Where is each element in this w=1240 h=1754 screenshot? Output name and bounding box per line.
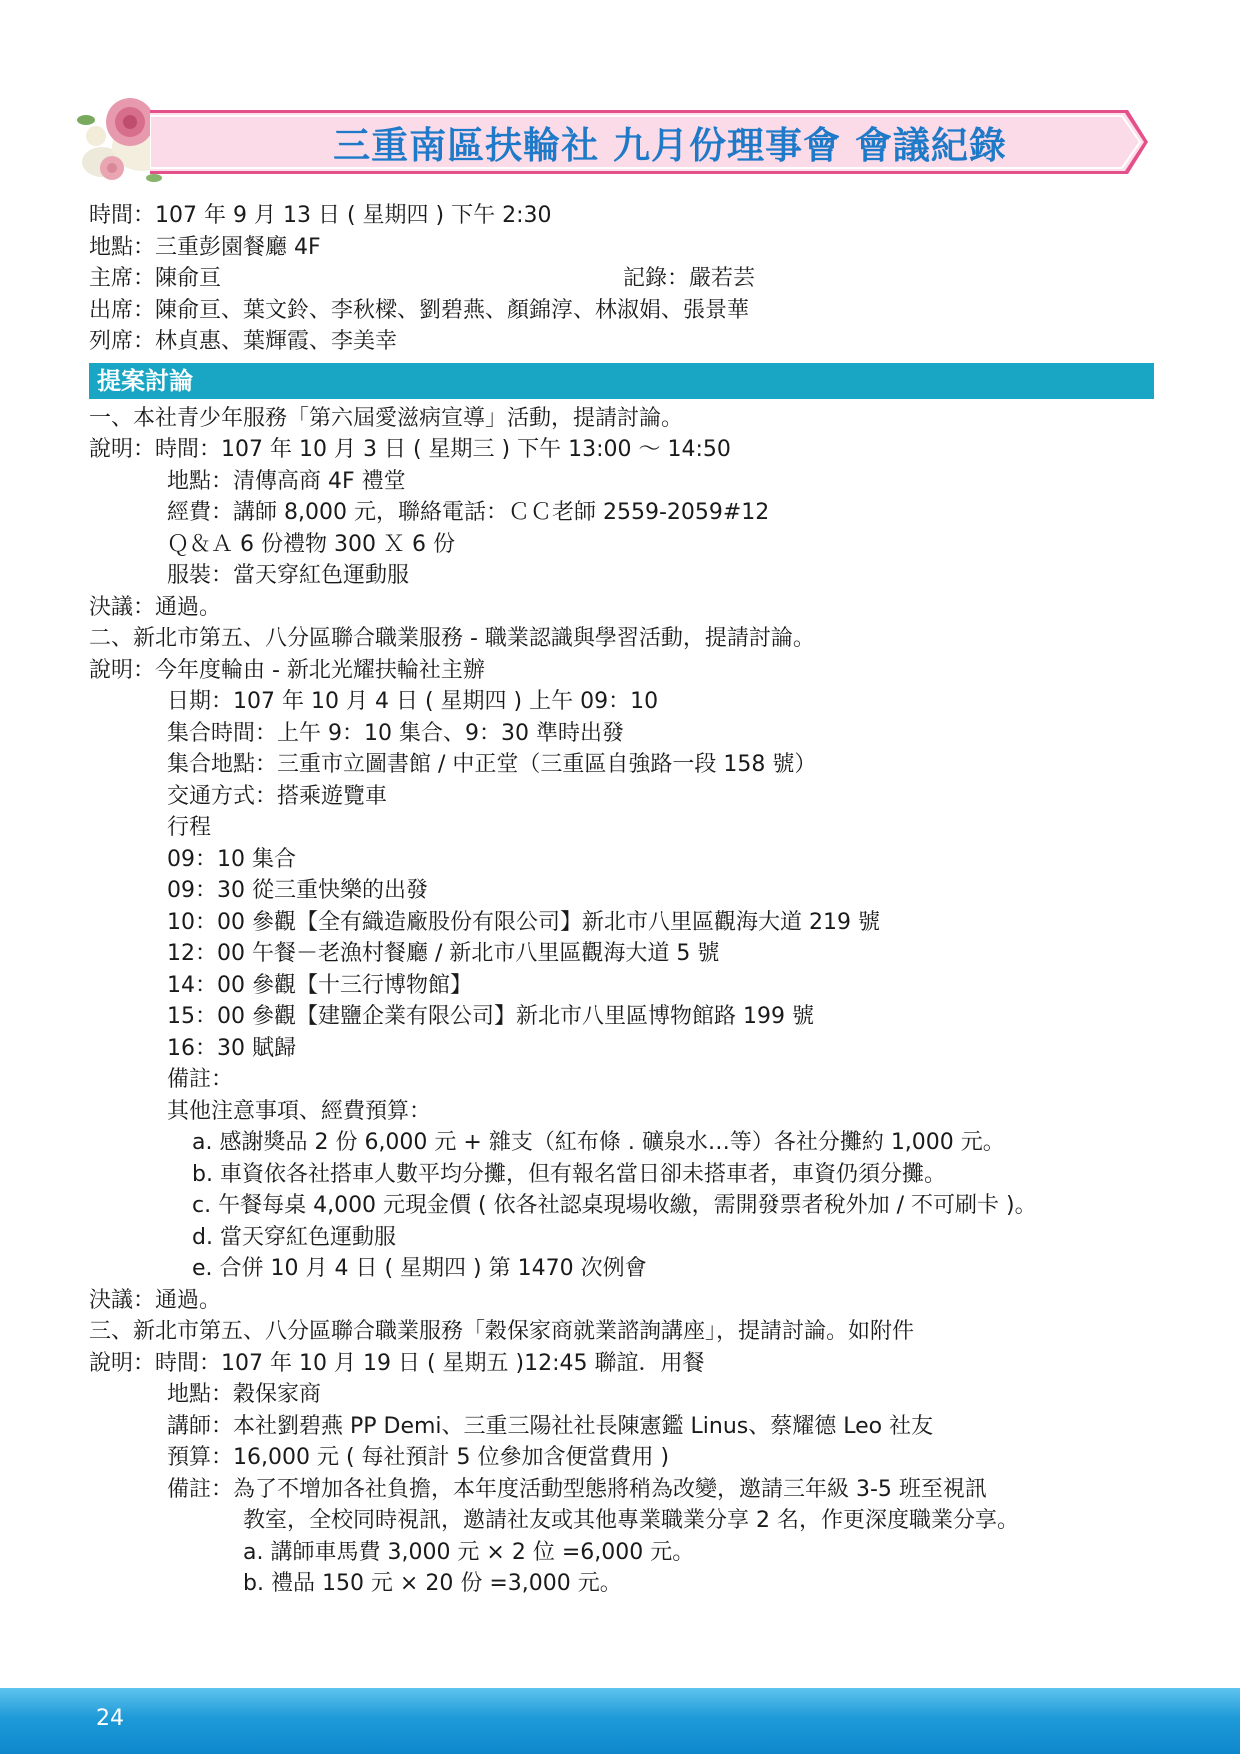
remarks-heading: 備註： xyxy=(167,1067,234,1092)
observers: 列席：林貞惠、葉輝霞、李美幸 xyxy=(89,329,398,354)
proposal-3-title: 三、新北市第五、八分區聯合職業服務「穀保家商就業諮詢講座」，提請討論。如附件 xyxy=(89,1319,915,1344)
note-item: c. 午餐每桌 4,000 元現金價 ( 依各社認桌現場收繳，需開發票者稅外加 / 不可刷卡 )。 xyxy=(192,1193,1037,1218)
footer-bar xyxy=(0,1688,1240,1754)
proposal-2-description: 說明：今年度輪由 - 新北光耀扶輪社主辦 xyxy=(89,657,485,683)
proposal-1-description: 說明：時間：107 年 10 月 3 日 ( 星期三 ) 下午 13:00 ～ 14:50 xyxy=(89,437,731,462)
proposal-3-cost-item: b. 禮品 150 元 × 20 份 =3,000 元。 xyxy=(243,1571,622,1596)
proposal-2-detail: 集合時間：上午 9：10 集合、9：30 準時出發 xyxy=(167,720,624,746)
proposal-1-title: 一、本社青少年服務「第六屆愛滋病宣導」活動，提請討論。 xyxy=(89,405,684,431)
itinerary-item: 12：00 午餐－老漁村餐廳 / 新北市八里區觀海大道 5 號 xyxy=(167,941,720,966)
itinerary-item: 10：00 參觀【全有織造廠股份有限公司】新北市八里區觀海大道 219 號 xyxy=(167,909,880,935)
meeting-location: 地點：三重彭園餐廳 4F xyxy=(89,234,321,260)
chair-recorder-line xyxy=(89,263,1154,295)
proposal-2-detail: 日期：107 年 10 月 4 日 ( 星期四 ) 上午 09：10 xyxy=(167,689,659,714)
proposal-2-detail: 集合地點：三重市立圖書館 / 中正堂（三重區自強路一段 158 號） xyxy=(167,752,817,777)
chairperson: 主席：陳俞亘 xyxy=(89,266,222,291)
proposal-3-detail: 預算：16,000 元 ( 每社預計 5 位參加含便當費用 ) xyxy=(167,1445,670,1470)
title-banner xyxy=(150,107,1150,177)
page-number: 24 xyxy=(96,1706,124,1731)
proposal-3-detail: 地點：穀保家商 xyxy=(167,1382,322,1407)
itinerary-item: 14：00 參觀【十三行博物館】 xyxy=(167,972,472,998)
proposal-2-detail: 交通方式：搭乘遊覽車 xyxy=(167,783,388,809)
proposal-1-resolution: 決議：通過。 xyxy=(89,594,222,620)
itinerary-item: 16：30 賦歸 xyxy=(167,1035,296,1061)
proposal-2-resolution: 決議：通過。 xyxy=(89,1287,222,1313)
meeting-time: 時間：107 年 9 月 13 日 ( 星期四 ) 下午 2:30 xyxy=(89,203,552,228)
proposal-1-detail: 服裝：當天穿紅色運動服 xyxy=(167,563,410,588)
section-heading: 提案討論 xyxy=(89,363,1154,399)
itinerary-heading: 行程 xyxy=(167,815,212,840)
proposal-3-remark-continued: 教室，全校同時視訊，邀請社友或其他專業職業分享 2 名，作更深度職業分享。 xyxy=(243,1508,1019,1533)
proposal-3-cost-item: a. 講師車馬費 3,000 元 × 2 位 =6,000 元。 xyxy=(243,1539,695,1565)
proposal-3-detail: 講師：本社劉碧燕 PP Demi、三重三陽社社長陳憲鑑 Linus、蔡耀德 Leo 社友 xyxy=(167,1413,934,1439)
proposal-1-detail: 地點：清傳高商 4F 禮堂 xyxy=(167,468,406,494)
proposal-3-description: 說明：時間：107 年 10 月 19 日 ( 星期五 )12:45 聯誼．用餐 xyxy=(89,1350,705,1376)
proposal-1-detail: Ｑ＆Ａ 6 份禮物 300 Ｘ 6 份 xyxy=(167,531,455,557)
minutes-content xyxy=(89,200,1154,1600)
itinerary-item: 15：00 參觀【建鹽企業有限公司】新北市八里區博物館路 199 號 xyxy=(167,1004,814,1029)
attendees: 出席：陳俞亘、葉文鈴、李秋樑、劉碧燕、顏錦淳、林淑娟、張景華 xyxy=(89,297,750,323)
recorder: 記錄：嚴若芸 xyxy=(623,266,756,291)
note-item: d. 當天穿紅色運動服 xyxy=(192,1224,396,1250)
document-title: 三重南區扶輪社 九月份理事會 會議紀錄 xyxy=(333,124,1007,167)
note-item: a. 感謝獎品 2 份 6,000 元 + 雜支（紅布條 . 礦泉水…等）各社分攤約 1,000 元。 xyxy=(192,1130,1005,1155)
proposal-2-title: 二、新北市第五、八分區聯合職業服務 - 職業認識與學習活動，提請討論。 xyxy=(89,626,815,651)
note-item: e. 合併 10 月 4 日 ( 星期四 ) 第 1470 次例會 xyxy=(192,1256,647,1281)
itinerary-item: 09：30 從三重快樂的出發 xyxy=(167,878,428,903)
notes-heading: 其他注意事項、經費預算： xyxy=(167,1098,432,1124)
proposal-3-detail: 備註：為了不增加各社負擔，本年度活動型態將稍為改變，邀請三年級 3-5 班至視訊 xyxy=(167,1476,987,1502)
itinerary-item: 09：10 集合 xyxy=(167,846,296,872)
note-item: b. 車資依各社搭車人數平均分攤，但有報名當日卻未搭車者，車資仍須分攤。 xyxy=(192,1161,946,1187)
proposal-1-detail: 經費：講師 8,000 元，聯絡電話：ＣＣ老師 2559-2059#12 xyxy=(167,500,770,525)
